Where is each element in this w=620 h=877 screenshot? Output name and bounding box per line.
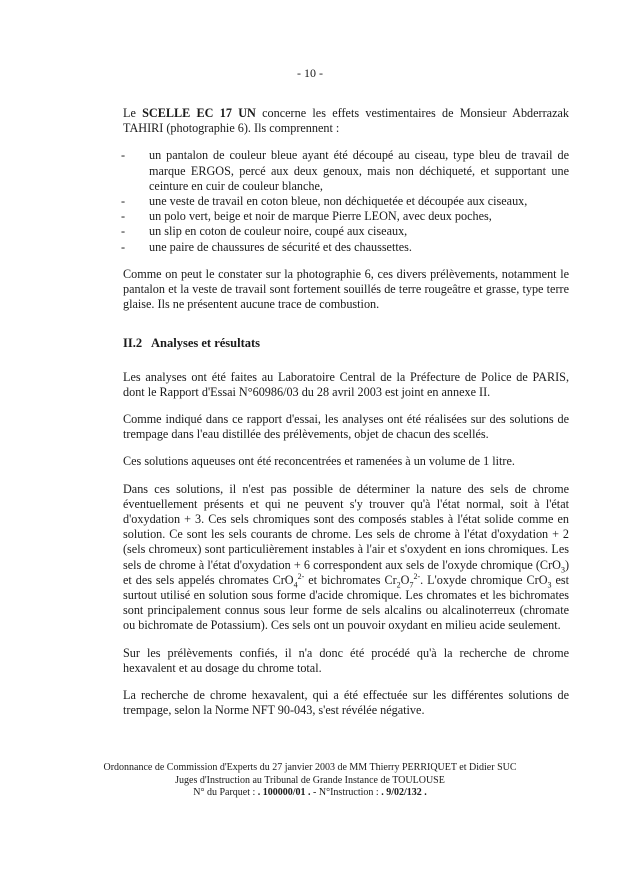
volume-paragraph: Ces solutions aqueuses ont été reconcentrées et ramenées à un volume de 1 litre.	[123, 454, 515, 469]
list-marker: -	[121, 224, 126, 239]
section-title: Analyses et résultats	[151, 336, 261, 351]
list-item-text: une paire de chaussures de sécurité et des chaussettes.	[149, 239, 412, 254]
intro-paragraph	[123, 106, 569, 136]
list-item	[123, 240, 569, 255]
list-marker: -	[121, 194, 126, 209]
result-paragraph: La recherche de chrome hexavalent, qui a été effectuée sur les différentes solutions de trempage, selon la Norme NFT 90-043, s'est révélée négative.	[123, 688, 569, 718]
list-item	[123, 209, 569, 224]
chem-subscript: 4	[293, 580, 298, 590]
instruction-number: . 9/02/132 .	[381, 787, 427, 798]
chem-subscript: 7	[409, 580, 414, 590]
chem-text: Dans ces solutions, il n'est pas possible de déterminer la nature des sels de chrome éventuellement présents et qui ne peuvent s'y trouver qu'à l'état normal, soit à l'état d'oxydation + 3. Ces sels chromiques sont des composés stables à l'état solide comme en solution. Ce sont les sels courants de chrome. Les sels de chrome à l'état d'oxydation + 2 (sels chromeux) sont particulièrement instables à l'air et s'oxydent en ions chromiques. Les sels de chrome à l'état d'oxydation + 6 correspondent aux sels de l'oxyde chromique (CrO	[123, 481, 569, 572]
chromium-paragraph	[123, 482, 569, 634]
list-item	[123, 194, 569, 209]
list-item	[123, 224, 569, 239]
intro-lead: Le	[123, 106, 143, 120]
solutions-paragraph: Comme indiqué dans ce rapport d'essai, les analyses ont été réalisées sur des solutions de trempage dans l'eau distillée des prélèvements, objet de chacun des scellés.	[123, 412, 569, 442]
list-item	[123, 148, 569, 194]
instruction-label: - N°Instruction :	[310, 787, 382, 798]
chem-text: O	[400, 572, 410, 587]
section-number: II.2	[123, 336, 143, 351]
list-item-text: un pantalon de couleur bleue ayant été découpé au ciseau, type bleu de travail de marque ERGOS, percé aux deux genoux, mais non déchiqueté, et supportant une ceinture en cuir de couleur blanche,	[149, 148, 569, 193]
confies-paragraph: Sur les prélèvements confiés, il n'a donc été procédé qu'à la recherche de chrome hexavalent et au dosage du chrome total.	[123, 645, 569, 675]
page-number: - 10 -	[297, 66, 323, 80]
chem-superscript: 2-	[413, 571, 421, 581]
clothing-list	[123, 148, 569, 254]
chem-text: ) et des sels appelés chromates CrO	[123, 557, 569, 587]
laboratory-paragraph: Les analyses ont été faites au Laboratoire Central de la Préfecture de Police de PARIS, dont le Rapport d'Essai N°60986/03 du 28 avril 2003 est joint en annexe II.	[123, 369, 569, 399]
chem-text: et bichromates Cr	[304, 572, 397, 587]
footer-line-2: Juges d'Instruction au Tribunal de Grande Instance de TOULOUSE	[175, 774, 445, 786]
footer-line-1: Ordonnance de Commission d'Experts du 27 janvier 2003 de MM Thierry PERRIQUET et Didier SUC	[103, 762, 517, 773]
chem-subscript: 2	[396, 580, 401, 590]
chem-text: est surtout utilisé en solution sous forme d'acide chromique. Les chromates et les bichromates sont principalement connus sous leur forme de sels alcalins ou alcalinoterreux (chromate ou bichromate de Potassium). Ces sels ont un pouvoir oxydant en milieu acide seulement.	[123, 572, 569, 633]
parquet-number: . 100000/01 .	[257, 787, 311, 798]
photo-paragraph: Comme on peut le constater sur la photographie 6, ces divers prélèvements, notamment le pantalon et la veste de travail sont fortement souillés de terre rougeâtre et grasse, type terre glaise. Ils ne présentent aucune trace de combustion.	[123, 266, 569, 312]
chem-text: . L'oxyde chromique CrO	[420, 572, 548, 587]
document-body	[123, 106, 569, 731]
footer-line-3	[0, 787, 620, 800]
parquet-label: N° du Parquet :	[193, 787, 258, 798]
intro-rest: concerne les effets vestimentaires de Monsieur Abderrazak TAHIRI (photographie 6). Ils comprennent :	[123, 106, 569, 136]
section-heading	[123, 336, 569, 351]
list-item-text: une veste de travail en coton bleue, non déchiquetée et découpée aux ciseaux,	[149, 194, 528, 209]
chem-subscript: 3	[560, 565, 565, 575]
list-item-text: un polo vert, beige et noir de marque Pierre LEON, avec deux poches,	[149, 209, 492, 224]
chem-subscript: 3	[547, 580, 552, 590]
page-footer	[0, 762, 620, 800]
list-marker: -	[121, 239, 126, 254]
scelle-label: SCELLE EC 17 UN	[142, 106, 256, 120]
list-item-text: un slip en coton de couleur noire, coupé aux ciseaux,	[149, 224, 408, 239]
list-marker: -	[121, 148, 126, 163]
chem-superscript: 2-	[297, 571, 305, 581]
list-marker: -	[121, 209, 126, 224]
